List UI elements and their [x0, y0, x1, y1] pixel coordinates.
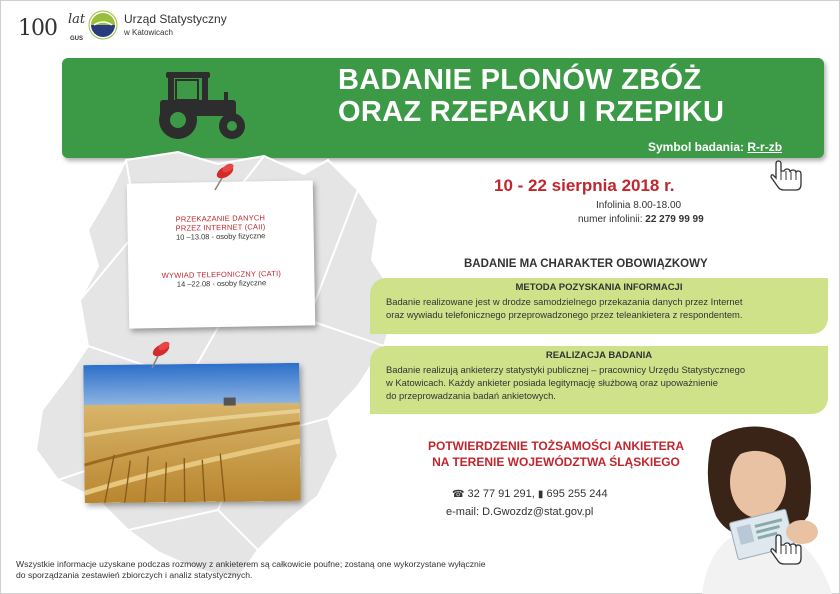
anniversary-word: lat: [68, 12, 86, 27]
confidentiality-note: [16, 559, 656, 581]
mobile-phone-icon: ▮: [537, 489, 544, 500]
title-line-1: BADANIE PLONÓW ZBÓŻ: [338, 64, 702, 96]
landline-number: 32 77 91 291,: [467, 488, 535, 500]
email-label: e-mail:: [446, 506, 480, 518]
method-box: [370, 278, 828, 334]
symbol-code-link[interactable]: R-r-zb: [747, 140, 783, 154]
mobile-number: 695 255 244: [546, 488, 608, 500]
identity-confirmation-heading: [388, 438, 724, 470]
hotline-number: [578, 214, 704, 225]
hotline-hours: Infolinia 8.00-18.00: [596, 200, 682, 211]
realization-line-1: Badanie realizują ankieterzy statystyki publicznej – pracownicy Urzędu Statystycznego: [386, 364, 746, 375]
method-line-1: Badanie realizowane jest w drodze samodzielnego przekazania danych przez Internet: [386, 296, 743, 307]
method-text: [386, 295, 818, 321]
internet-label-2: PRZEZ INTERNET (CAII): [175, 222, 266, 233]
realization-text: [386, 363, 794, 402]
page-title: [338, 64, 818, 128]
realization-line-2: w Katowicach. Każdy ankieter posiada legitymację służbową oraz upoważnienie: [386, 377, 718, 388]
realization-box: [370, 346, 828, 414]
phone-dates: 14 –22.08 - osoby fizyczne: [176, 278, 267, 289]
phone-label: WYWIAD TELEFONICZNY (CATI): [161, 268, 282, 281]
survey-dates: 10 - 22 sierpnia 2018 r.: [494, 176, 675, 195]
office-name: Urząd Statystyczny: [124, 12, 227, 26]
internet-block: [133, 212, 307, 243]
contact-email: [446, 506, 593, 518]
anniversary-logo: [18, 8, 98, 48]
mandatory-notice: BADANIE MA CHARAKTER OBOWIĄZKOWY: [464, 258, 708, 270]
survey-symbol: [648, 140, 782, 154]
interviewer-photo: [682, 420, 840, 594]
anniversary-number: 100: [18, 16, 57, 41]
internet-dates: 10 –13.08 - osoby fizyczne: [175, 231, 266, 242]
telephone-icon: ☎: [452, 489, 465, 500]
realization-heading: REALIZACJA BADANIA: [545, 350, 653, 361]
confirmation-line-1: POTWIERDZENIE TOŻSAMOŚCI ANKIETERA: [427, 439, 684, 453]
tractor-icon: [140, 70, 256, 142]
phone-block: [134, 268, 308, 290]
contact-phones: [452, 488, 608, 500]
realization-line-3: do przeprowadzania badań ankietowych.: [386, 390, 556, 401]
email-link[interactable]: D.Gwozdz@stat.gov.pl: [482, 506, 594, 518]
wheat-field-photo: [83, 363, 300, 503]
push-pin-icon: [210, 162, 236, 192]
footer-line-1: Wszystkie informacje uzyskane podczas rozmowy z ankieterem są całkowicie poufne; zostaną one wykorzystane wyłącznie: [16, 559, 486, 569]
push-pin-icon: [146, 340, 172, 370]
hotline-label: numer infolinii:: [578, 214, 643, 225]
internet-label-1: PRZEKAZANIE DANYCH: [175, 213, 266, 224]
office-city: w Katowicach: [124, 28, 173, 37]
gus-logo-icon: [88, 10, 118, 40]
pointing-hand-icon: [770, 534, 804, 566]
pointing-hand-icon: [770, 160, 804, 192]
footer-line-2: do sporządzania zestawień zbiorczych i analiz statystycznych.: [16, 570, 253, 580]
method-line-2: oraz wywiadu telefonicznego przeprowadzonego przez teleankietera z respondentem.: [386, 309, 743, 320]
collection-info-card: [127, 180, 316, 328]
symbol-label: Symbol badania:: [648, 140, 745, 154]
anniversary-org: GUS: [70, 36, 84, 42]
hotline-value: 22 279 99 99: [645, 214, 704, 225]
method-heading: METODA POZYSKANIA INFORMACJI: [515, 282, 683, 293]
title-line-2: ORAZ RZEPAKU I RZEPIKU: [338, 96, 725, 128]
confirmation-line-2: NA TERENIE WOJEWÓDZTWA ŚLĄSKIEGO: [432, 455, 680, 469]
